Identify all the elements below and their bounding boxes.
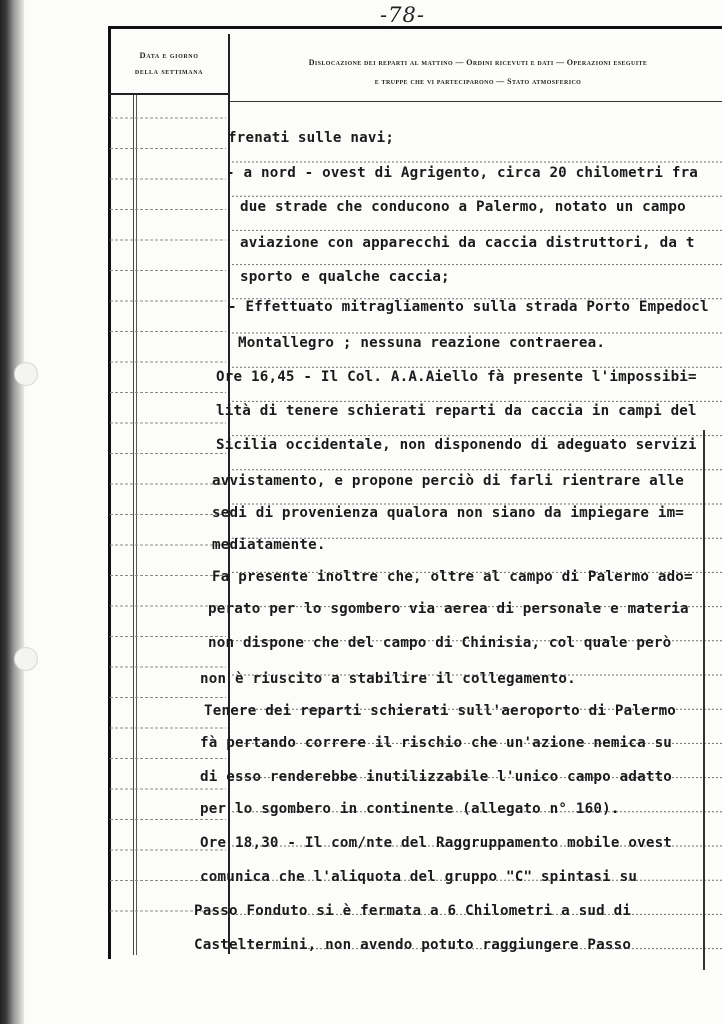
text-line: perato per lo sgombero via aerea di personale e materia — [208, 601, 689, 617]
text-line: frenati sulle navi; — [228, 130, 395, 146]
text-line: aviazione con apparecchi da caccia distruttori, da t — [240, 235, 695, 251]
text-line: di esso renderebbe inutilizzabile l'unico campo adatto — [200, 769, 673, 785]
text-line: comunica che l'aliquota del gruppo "C" spintasi su — [200, 869, 638, 885]
text-line: - a nord - ovest di Agrigento, circa 20 chilometri fra — [226, 165, 699, 181]
text-line: fà pertando correre il rischio che un'azione nemica su — [200, 735, 673, 751]
text-line: non dispone che del campo di Chinisia, col quale però — [208, 635, 672, 651]
text-line: Fa presente inoltre che, oltre al campo di Palermo ado= — [212, 569, 693, 585]
text-line: mediatamente. — [212, 537, 326, 553]
text-line: Sicilia occidentale, non disponendo di adeguato servizi — [216, 437, 697, 453]
operations-header-line2: e truppe che vi parteciparono — Stato atmosferico — [374, 77, 582, 86]
text-line: lità di tenere schierati reparti da caccia in campi del — [216, 403, 697, 419]
date-header-line1: Data e giorno — [139, 50, 199, 60]
text-line: sporto e qualche caccia; — [240, 269, 450, 285]
text-line: Tenere dei reparti schierati sull'aeroporto di Palermo — [204, 703, 677, 719]
text-line: non è riuscito a stabilire il collegamento. — [200, 671, 576, 687]
date-header-line2: della settimana — [134, 66, 204, 76]
text-line: sedi di provenienza qualora non siano da impiegare im= — [212, 505, 685, 521]
page-number: -78- — [380, 3, 425, 27]
text-line: Passo Fonduto si è fermata a 6 Chilometri a sud di — [194, 903, 632, 919]
text-line: avvistamento, e propone perciò di farli rientrare alle — [212, 473, 685, 489]
text-line: Ore 16,45 - Il Col. A.A.Aiello fà presente l'impossibi= — [216, 369, 697, 385]
text-line: Casteltermini, non avendo potuto raggiungere Passo — [194, 937, 632, 953]
text-line: - Effettuato mitragliamento sulla strada Porto Empedocl — [228, 299, 709, 315]
text-line: Montallegro ; nessuna reazione contraerea. — [238, 335, 606, 351]
operations-header-line1: Dislocazione dei reparti al mattino — Ordini ricevuti e dati — Operazioni eseguite — [308, 58, 648, 67]
text-line: Ore 18,30 - Il com/nte del Raggruppamento mobile ovest — [200, 835, 673, 851]
text-line: due strade che conducono a Palermo, notato un campo — [240, 199, 686, 215]
text-line: per lo sgombero in continente (allegato n° 160). — [200, 801, 620, 817]
